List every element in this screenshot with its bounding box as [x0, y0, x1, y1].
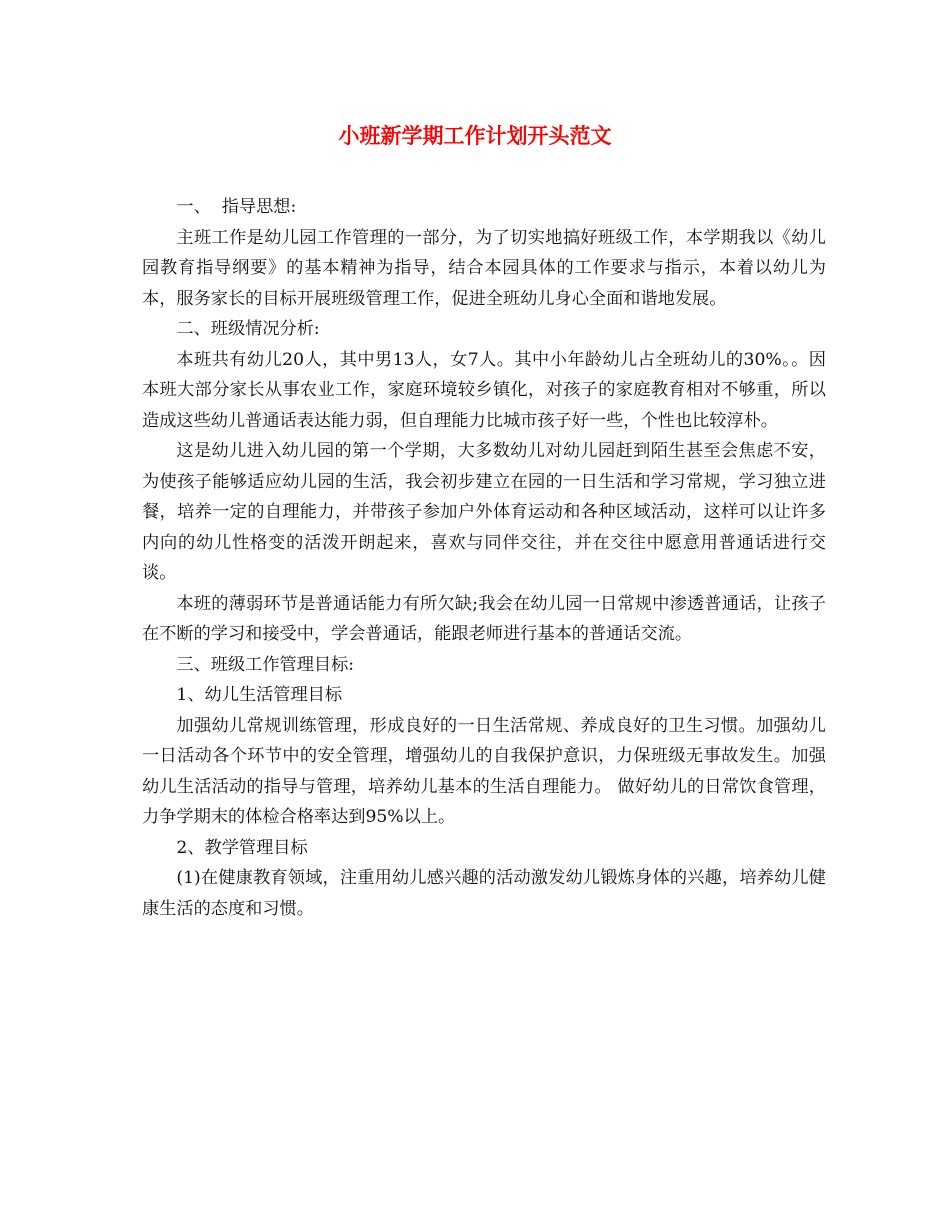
heading-management-goals: 三、班级工作管理目标:	[176, 654, 355, 675]
paragraph-weakness: 本班的薄弱环节是普通话能力有所欠缺;我会在幼儿园一日常规中渗透普通话，让孩子在不断的学习和接受中，学会普通话，能跟老师进行基本的普通话交流。	[142, 593, 826, 644]
document-body	[142, 192, 826, 924]
subheading-teaching-management: 2、教学管理目标	[176, 837, 308, 858]
paragraph-class-composition: 本班共有幼儿20人，其中男13人，女7人。其中小年龄幼儿占全班幼儿的30%。。因本班大部分家长从事农业工作，家庭环境较乡镇化，对孩子的家庭教育相对不够重，所以造成这些幼儿普通话表达能力弱，但自理能力比城市孩子好一些，个性也比较淳朴。	[142, 349, 826, 431]
heading-class-analysis: 二、班级情况分析:	[176, 319, 320, 339]
heading-guiding-ideology: 一、 指导思想:	[176, 197, 297, 217]
subheading-life-management: 1、幼儿生活管理目标	[176, 685, 343, 705]
paragraph-first-semester: 这是幼儿进入幼儿园的第一个学期，大多数幼儿对幼儿园赶到陌生甚至会焦虑不安，为使孩子能够适应幼儿园的生活，我会初步建立在园的一日生活和学习常规，学习独立进餐，培养一定的自理能力，并带孩子参加户外体育运动和各种区域活动，这样可以让许多内向的幼儿性格变的活泼开朗起来，喜欢与同伴交往，并在交往中愿意用普通话进行交谈。	[142, 441, 826, 583]
paragraph-health-education: (1)在健康教育领域，注重用幼儿感兴趣的活动激发幼儿锻炼身体的兴趣，培养幼儿健康生活的态度和习惯。	[142, 868, 826, 919]
paragraph-life-management: 加强幼儿常规训练管理，形成良好的一日生活常规、养成良好的卫生习惯。加强幼儿一日活动各个环节中的安全管理，增强幼儿的自我保护意识，力保班级无事故发生。加强幼儿生活活动的指导与管理，培养幼儿基本的生活自理能力。 做好幼儿的日常饮食管理，力争学期末的体检合格率达到95%以上。	[142, 715, 826, 827]
document-title: 小班新学期工作计划开头范文	[338, 123, 612, 148]
paragraph-guiding-ideology: 主班工作是幼儿园工作管理的一部分，为了切实地搞好班级工作，本学期我以《幼儿园教育指导纲要》的基本精神为指导，结合本园具体的工作要求与指示，本着以幼儿为本，服务家长的目标开展班级管理工作，促进全班幼儿身心全面和谐地发展。	[142, 227, 826, 309]
